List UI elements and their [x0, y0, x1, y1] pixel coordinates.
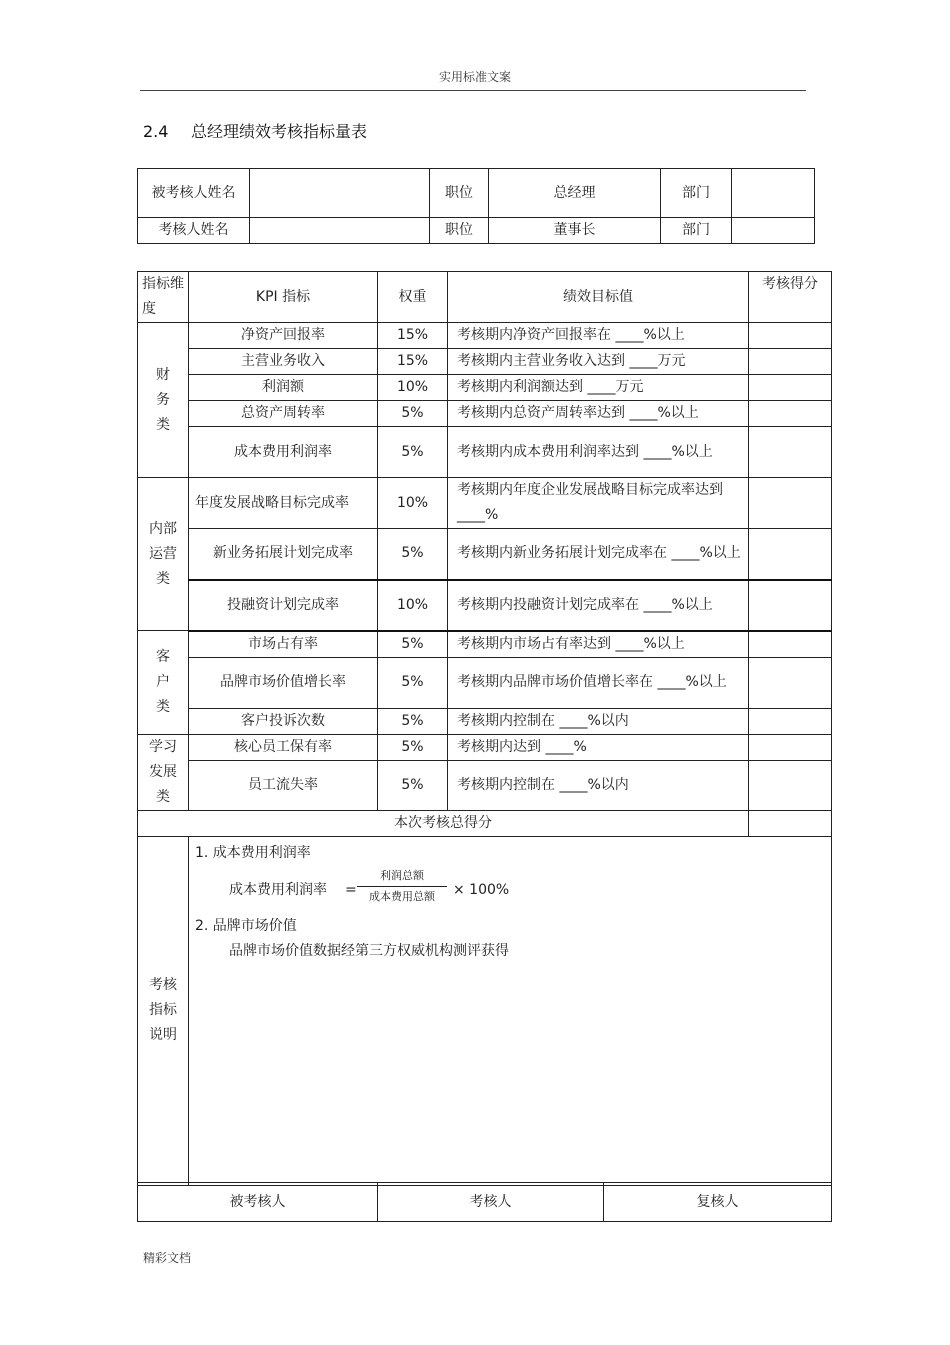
assessor-position-value: 董事长: [489, 218, 661, 244]
assessee-name-field[interactable]: [250, 169, 430, 218]
kpi-score-field[interactable]: [749, 323, 832, 349]
kpi-target: 考核期内利润额达到 ____万元: [448, 375, 749, 401]
kpi-name: 核心员工保有率: [189, 734, 378, 760]
kpi-target: 考核期内品牌市场价值增长率在 ____%以上: [448, 657, 749, 708]
kpi-score-field[interactable]: [749, 478, 832, 529]
kpi-score-field[interactable]: [749, 734, 832, 760]
group-finance: [138, 323, 189, 478]
kpi-target: 考核期内主营业务收入达到 ____万元: [448, 349, 749, 375]
header-target: 绩效目标值: [448, 272, 749, 323]
kpi-score-field[interactable]: [749, 349, 832, 375]
kpi-score-field[interactable]: [749, 375, 832, 401]
total-label: 本次考核总得分: [138, 810, 749, 836]
note-item-2-text: 品牌市场价值数据经第三方权威机构测评获得: [229, 942, 509, 959]
table-row: [138, 323, 832, 349]
kpi-name: 主营业务收入: [189, 349, 378, 375]
kpi-target: 考核期内成本费用利润率达到 ____%以上: [448, 427, 749, 478]
kpi-name: 年度发展战略目标完成率: [189, 478, 378, 529]
kpi-weight: 10%: [378, 478, 448, 529]
table-row: [138, 657, 832, 708]
kpi-target: 考核期内控制在 ____%以内: [448, 708, 749, 734]
header-dimension: 指标维度: [138, 272, 189, 323]
kpi-target: 考核期内净资产回报率在 ____%以上: [448, 323, 749, 349]
assessee-position-label: 职位: [430, 169, 489, 218]
signature-reviewer[interactable]: 复核人: [604, 1183, 832, 1222]
kpi-score-field[interactable]: [749, 760, 832, 810]
signature-table: [137, 1182, 832, 1222]
assessee-name-label: 被考核人姓名: [138, 169, 250, 218]
header-kpi: KPI 指标: [189, 272, 378, 323]
group-learning: [138, 734, 189, 810]
assessor-name-field[interactable]: [250, 218, 430, 244]
formula: [229, 868, 825, 908]
kpi-name: 新业务拓展计划完成率: [189, 529, 378, 580]
kpi-header-row: [138, 272, 832, 323]
header-score: 考核得分: [749, 272, 832, 323]
formula-denominator: 成本费用总额: [369, 889, 435, 903]
table-row: [138, 580, 832, 631]
note-item-2-title: 2. 品牌市场价值: [195, 917, 297, 934]
table-row: [138, 478, 832, 529]
table-row: [138, 760, 832, 810]
kpi-target: 考核期内控制在 ____%以内: [448, 760, 749, 810]
kpi-weight: 5%: [378, 427, 448, 478]
assessor-name-label: 考核人姓名: [138, 218, 250, 244]
kpi-score-field[interactable]: [749, 580, 832, 631]
notes-label: 考核指标说明: [149, 977, 177, 1043]
kpi-name: 市场占有率: [189, 631, 378, 658]
kpi-weight: 5%: [378, 529, 448, 580]
group-label: 财务类: [156, 366, 170, 433]
kpi-name: 净资产回报率: [189, 323, 378, 349]
table-row: [138, 631, 832, 658]
formula-lhs: 成本费用利润率: [229, 881, 327, 898]
assessor-position-label: 职位: [430, 218, 489, 244]
section-number: 2.4: [143, 122, 169, 141]
kpi-weight: 15%: [378, 323, 448, 349]
assessee-dept-field[interactable]: [732, 169, 815, 218]
table-row: [138, 734, 832, 760]
kpi-score-field[interactable]: [749, 427, 832, 478]
section-title: [143, 119, 367, 142]
table-row: [138, 375, 832, 401]
kpi-table: [137, 271, 832, 1186]
formula-multiplier: × 100%: [453, 881, 510, 898]
kpi-name: 成本费用利润率: [189, 427, 378, 478]
kpi-name: 投融资计划完成率: [189, 580, 378, 631]
header-weight: 权重: [378, 272, 448, 323]
kpi-weight: 5%: [378, 631, 448, 658]
formula-equals: =: [345, 881, 357, 898]
signature-assessee[interactable]: 被考核人: [138, 1183, 378, 1222]
assessor-dept-field[interactable]: [732, 218, 815, 244]
kpi-weight: 5%: [378, 401, 448, 427]
signature-assessor[interactable]: 考核人: [378, 1183, 604, 1222]
group-label: 客户类: [156, 648, 170, 715]
group-label: 内部运营类: [149, 520, 177, 587]
kpi-weight: 5%: [378, 657, 448, 708]
table-row: [138, 349, 832, 375]
kpi-name: 品牌市场价值增长率: [189, 657, 378, 708]
kpi-weight: 10%: [378, 375, 448, 401]
page-header: 实用标准文案: [438, 70, 511, 84]
total-score-field[interactable]: [749, 810, 832, 836]
kpi-target: 考核期内市场占有率达到 ____%以上: [448, 631, 749, 658]
kpi-target: 考核期内投融资计划完成率在 ____%以上: [448, 580, 749, 631]
kpi-name: 总资产周转率: [189, 401, 378, 427]
kpi-weight: 5%: [378, 734, 448, 760]
kpi-score-field[interactable]: [749, 401, 832, 427]
header-divider: [140, 90, 806, 91]
kpi-target: 考核期内年度企业发展战略目标完成率达到 ____%: [448, 478, 749, 529]
assessee-dept-label: 部门: [661, 169, 732, 218]
assessee-position-value: 总经理: [489, 169, 661, 218]
kpi-weight: 5%: [378, 760, 448, 810]
kpi-weight: 5%: [378, 708, 448, 734]
notes-row: [138, 836, 832, 1185]
notes-content: [189, 836, 832, 1185]
kpi-score-field[interactable]: [749, 631, 832, 658]
assessor-dept-label: 部门: [661, 218, 732, 244]
group-customer: [138, 631, 189, 735]
table-row: [138, 401, 832, 427]
kpi-target: 考核期内达到 ____%: [448, 734, 749, 760]
fraction-bar: [357, 886, 447, 887]
table-row: [138, 708, 832, 734]
table-row: [138, 529, 832, 580]
note-item-1-title: 1. 成本费用利润率: [195, 844, 311, 861]
group-operations: [138, 478, 189, 631]
kpi-weight: 15%: [378, 349, 448, 375]
kpi-score-field[interactable]: [749, 657, 832, 708]
kpi-score-field[interactable]: [749, 708, 832, 734]
formula-numerator: 利润总额: [380, 868, 424, 882]
group-label: 学习发展类: [149, 738, 177, 805]
page-footer: 精彩文档: [143, 1251, 192, 1265]
notes-label-cell: [138, 836, 189, 1185]
kpi-target: 考核期内新业务拓展计划完成率在 ____%以上: [448, 529, 749, 580]
personnel-info-table: [137, 168, 815, 244]
kpi-name: 利润额: [189, 375, 378, 401]
section-title-text: 总经理绩效考核指标量表: [191, 122, 368, 141]
kpi-score-field[interactable]: [749, 529, 832, 580]
kpi-weight: 10%: [378, 580, 448, 631]
total-row: [138, 810, 832, 836]
kpi-name: 员工流失率: [189, 760, 378, 810]
kpi-name: 客户投诉次数: [189, 708, 378, 734]
formula-fraction: [357, 868, 447, 905]
kpi-target: 考核期内总资产周转率达到 ____%以上: [448, 401, 749, 427]
table-row: [138, 427, 832, 478]
